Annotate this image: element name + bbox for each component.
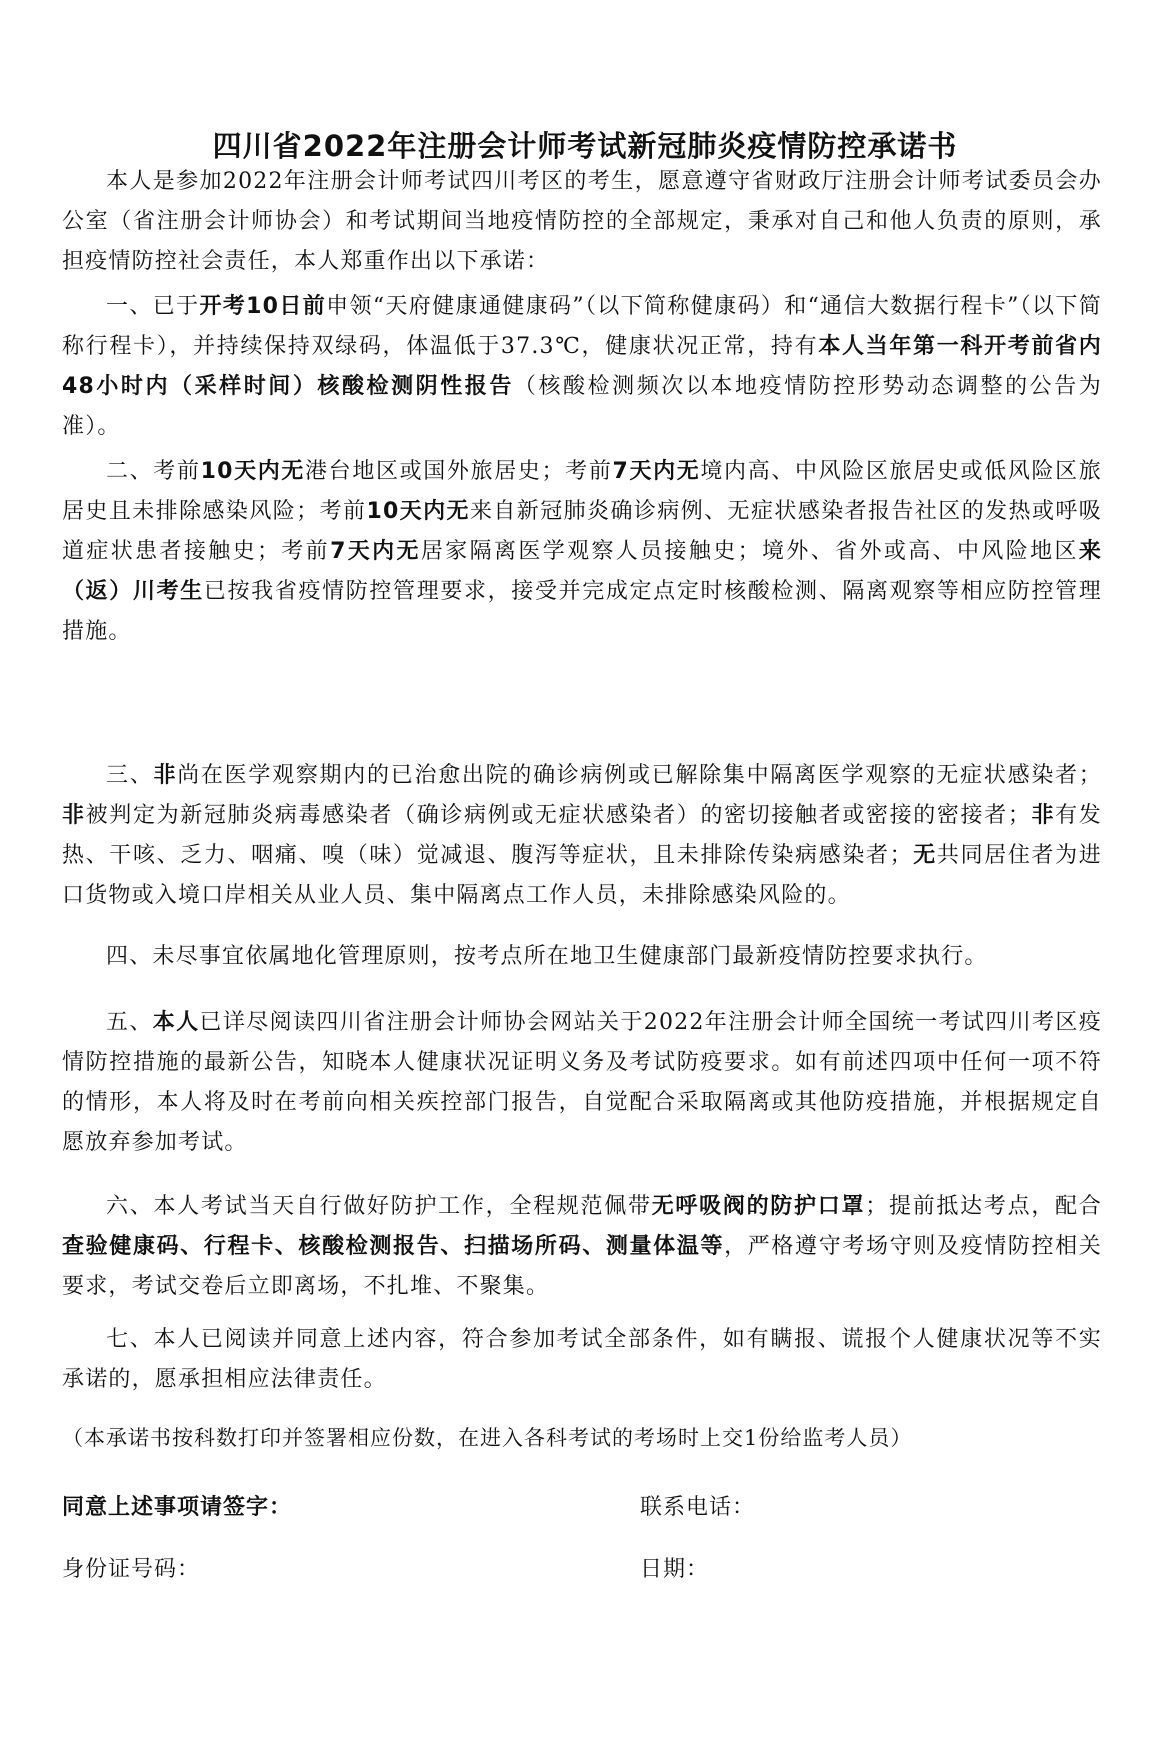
intro-paragraph: 本人是参加2022年注册会计师考试四川考区的考生，愿意遵守省财政厅注册会计师考试委员会办公室（省注册会计师协会）和考试期间当地疫情防控的全部规定，秉承对自己和他人负责的原则，承担疫情防控社会责任，本人郑重作出以下承诺： xyxy=(62,169,1102,274)
item-1-text-a: 一、已于 xyxy=(106,294,200,319)
document-title: 四川省2022年注册会计师考试新冠肺炎疫情防控承诺书 xyxy=(212,129,958,163)
item-1-bold-b: 本人当年第一科开考前省内48小时内（采样时间）核酸检测阴性报告 xyxy=(62,334,1103,399)
item-1-text-b: 申领“天府健康通健康码”（以下简称健康码）和“通信大数据行程卡”（以下简称行程卡），并持续保持双绿码，体温低于37.3℃，健康状况正常，持有 xyxy=(62,294,1102,359)
id-number-field-label: 身份证号码： xyxy=(62,1557,201,1582)
item-2-bold-e: 来（返）川考生 xyxy=(62,539,1103,604)
item-3-bold-c: 非 xyxy=(1031,803,1056,828)
item-2-text-c: 境内高、中风险区旅居史或低风险区旅居史且未排除感染风险；考前 xyxy=(62,459,1103,524)
item-2-bold-a: 10天内无 xyxy=(200,459,306,484)
signature-field-label: 同意上述事项请签字： xyxy=(62,1495,293,1520)
commitment-item-6 xyxy=(62,1187,1102,1307)
item-3-bold-a: 非 xyxy=(153,763,178,788)
item-6-text-c: ，严格遵守考场守则及疫情防控相关要求，考试交卷后立即离场，不扎堆、不聚集。 xyxy=(62,1234,1103,1299)
date-field-label: 日期： xyxy=(640,1557,710,1582)
commitment-item-3 xyxy=(62,756,1102,916)
item-2-text-f: 已按我省疫情防控管理要求，接受并完成定点定时核酸检测、隔离观察等相应防控管理措施。 xyxy=(62,579,1103,644)
phone-field-label: 联系电话： xyxy=(640,1495,756,1520)
item-2-text-a: 二、考前 xyxy=(106,459,201,484)
item-2-bold-b: 7天内无 xyxy=(612,459,701,484)
item-6-text-b: ；提前抵达考点，配合 xyxy=(865,1194,1102,1219)
item-6-bold-b: 查验健康码、行程卡、核酸检测报告、扫描场所码、测量体温等 xyxy=(62,1234,725,1259)
item-6-text-a: 六、本人考试当天自行做好防护工作，全程规范佩带 xyxy=(106,1194,652,1219)
item-2-text-e: 居家隔离医学观察人员接触史；境外、省外或高、中风险地区 xyxy=(420,539,1079,564)
item-3-text-c: 被判定为新冠肺炎病毒感染者（确诊病例或无症状感染者）的密切接触者或密接的密接者； xyxy=(85,803,1032,828)
commitment-item-5 xyxy=(62,1003,1102,1163)
item-2-bold-d: 7天内无 xyxy=(330,539,421,564)
item-2-text-d: 来自新冠肺炎确诊病例、无症状感染者报告社区的发热或呼吸道症状患者接触史；考前 xyxy=(62,499,1102,564)
item-3-text-b: 尚在医学观察期内的已治愈出院的确诊病例或已解除集中隔离医学观察的无症状感染者； xyxy=(177,763,1102,788)
item-1-bold-a: 开考10日前 xyxy=(199,294,327,319)
item-2-text-b: 港台地区或国外旅居史；考前 xyxy=(305,459,613,484)
item-3-bold-d: 无 xyxy=(912,843,937,868)
commitment-item-4: 四、未尽事宜依属地化管理原则，按考点所在地卫生健康部门最新疫情防控要求执行。 xyxy=(106,944,988,969)
item-5-bold-a: 本人 xyxy=(152,1010,200,1035)
item-3-text-d: 有发热、干咳、乏力、咽痛、嗅（味）觉减退、腹泻等症状，且未排除传染病感染者； xyxy=(62,803,1103,868)
commitment-item-2 xyxy=(62,452,1102,652)
item-3-text-a: 三、 xyxy=(106,763,154,788)
item-6-bold-a: 无呼吸阀的防护口罩 xyxy=(651,1194,866,1219)
item-3-bold-b: 非 xyxy=(62,803,86,828)
commitment-item-1 xyxy=(62,287,1102,447)
commitment-item-7: 七、本人已阅读并同意上述内容，符合参加考试全部条件，如有瞒报、谎报个人健康状况等不实承诺的，愿承担相应法律责任。 xyxy=(62,1327,1102,1392)
item-1-text-c: （核酸检测频次以本地疫情防控形势动态调整的公告为准）。 xyxy=(62,374,1102,439)
item-5-text-b: 已详尽阅读四川省注册会计师协会网站关于2022年注册会计师全国统一考试四川考区疫情防控措施的最新公告，知晓本人健康状况证明义务及考试防疫要求。如有前述四项中任何一项不符的情形，本人将及时在考前向相关疾控部门报告，自觉配合采取隔离或其他防疫措施，并根据规定自愿放弃参加考试。 xyxy=(62,1010,1102,1155)
submission-note: （本承诺书按科数打印并签署相应份数，在进入各科考试的考场时上交1份给监考人员） xyxy=(62,1426,913,1450)
item-2-bold-c: 10天内无 xyxy=(366,499,470,524)
item-3-text-e: 共同居住者为进口货物或入境口岸相关从业人员、集中隔离点工作人员，未排除感染风险的。 xyxy=(62,843,1103,908)
item-5-text-a: 五、 xyxy=(106,1010,153,1035)
